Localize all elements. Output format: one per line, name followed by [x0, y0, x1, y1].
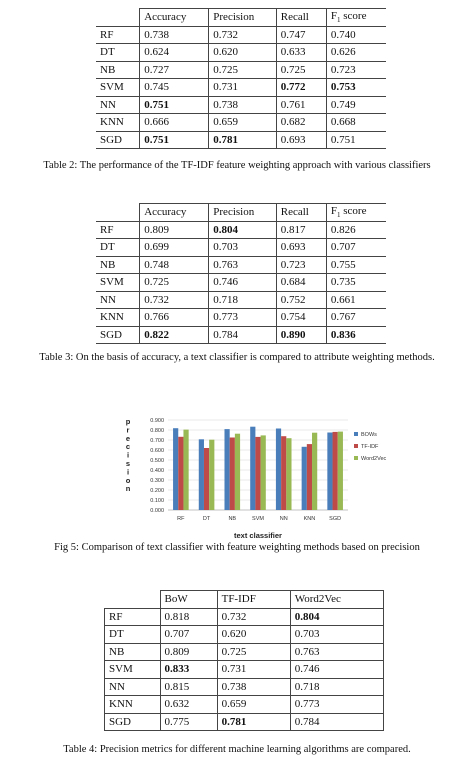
row-label: KNN — [96, 309, 140, 327]
cell: 0.753 — [326, 79, 386, 97]
table-header-row — [96, 9, 386, 27]
cell: 0.781 — [209, 131, 276, 149]
cell: 0.699 — [140, 239, 209, 257]
cell: 0.815 — [160, 678, 217, 696]
bar-DT-TF-IDF — [204, 448, 209, 510]
y-axis-label-char: o — [125, 475, 131, 485]
bar-RF-BOWs — [173, 428, 178, 510]
table-row — [96, 26, 386, 44]
row-label: DT — [96, 239, 140, 257]
header-cell: $F_1$ score — [326, 204, 386, 222]
cell: 0.747 — [276, 26, 326, 44]
cell: 0.731 — [209, 79, 276, 97]
y-axis-label — [126, 417, 131, 493]
cell: 0.661 — [326, 291, 386, 309]
bar-SVM-Word2Vec — [261, 435, 266, 510]
bar-DT-BOWs — [199, 439, 204, 510]
header-cell: Recall — [276, 9, 326, 27]
bar-NB-TF-IDF — [230, 438, 235, 511]
bar-KNN-Word2Vec — [312, 433, 317, 510]
cell: 0.659 — [209, 114, 276, 132]
header-cell: TF-IDF — [217, 591, 290, 609]
cell: 0.703 — [290, 626, 383, 644]
cell: 0.738 — [217, 678, 290, 696]
y-axis-label-char: n — [125, 484, 131, 494]
table-row — [96, 131, 386, 149]
cell: 0.746 — [290, 661, 383, 679]
cell: 0.784 — [209, 326, 276, 344]
table-2 — [96, 8, 386, 149]
table-row — [96, 96, 386, 114]
table-row — [96, 326, 386, 344]
table-row — [105, 661, 384, 679]
cell: 0.682 — [276, 114, 326, 132]
legend-swatch-TF-IDF — [354, 444, 358, 448]
cell: 0.735 — [326, 274, 386, 292]
table-row — [105, 626, 384, 644]
cell: 0.822 — [140, 326, 209, 344]
bar-SGD-Word2Vec — [338, 432, 343, 510]
x-tick-label: SGD — [329, 516, 342, 522]
cell: 0.633 — [276, 44, 326, 62]
cell: 0.748 — [140, 256, 209, 274]
cell: 0.707 — [160, 626, 217, 644]
cell: 0.752 — [276, 291, 326, 309]
legend-label: Word2Vec — [361, 456, 387, 462]
x-tick-label: DT — [202, 516, 211, 522]
table-row — [96, 256, 386, 274]
cell: 0.751 — [140, 131, 209, 149]
header-cell — [105, 591, 161, 609]
cell: 0.725 — [209, 61, 276, 79]
legend-swatch-Word2Vec — [354, 456, 358, 460]
cell: 0.723 — [276, 256, 326, 274]
y-tick-label: 0.300 — [150, 478, 164, 484]
row-label: DT — [105, 626, 161, 644]
table-row — [105, 608, 384, 626]
cell: 0.684 — [276, 274, 326, 292]
cell: 0.624 — [140, 44, 209, 62]
bar-RF-Word2Vec — [183, 430, 188, 510]
table-row — [96, 79, 386, 97]
cell: 0.773 — [209, 309, 276, 327]
bar-SGD-BOWs — [327, 433, 332, 511]
row-label: SVM — [105, 661, 161, 679]
y-tick-label: 0.900 — [150, 418, 164, 424]
figure-5-caption: Fig 5: Comparison of text classifier with feature weighting methods based on precision — [54, 542, 420, 553]
y-axis-label-char: r — [126, 425, 130, 435]
cell: 0.738 — [209, 96, 276, 114]
cell: 0.763 — [209, 256, 276, 274]
legend-swatch-BOWs — [354, 432, 358, 436]
row-label: NN — [96, 291, 140, 309]
x-tick-label: KNN — [303, 516, 316, 522]
row-label: SVM — [96, 274, 140, 292]
row-label: KNN — [96, 114, 140, 132]
cell: 0.818 — [160, 608, 217, 626]
bar-NN-TF-IDF — [281, 436, 286, 510]
cell: 0.732 — [217, 608, 290, 626]
y-tick-label: 0.800 — [150, 428, 164, 434]
table-header-row — [105, 591, 384, 609]
cell: 0.766 — [140, 309, 209, 327]
row-label: RF — [96, 26, 140, 44]
cell: 0.836 — [326, 326, 386, 344]
bar-SVM-BOWs — [250, 427, 255, 510]
cell: 0.751 — [140, 96, 209, 114]
cell: 0.723 — [326, 61, 386, 79]
cell: 0.659 — [217, 696, 290, 714]
table-row — [96, 44, 386, 62]
x-tick-label: NN — [279, 516, 288, 522]
cell: 0.718 — [209, 291, 276, 309]
y-axis-label-char: s — [125, 459, 131, 468]
x-tick-label: NB — [228, 516, 237, 522]
cell: 0.772 — [276, 79, 326, 97]
y-axis-label-char: i — [126, 450, 130, 460]
cell: 0.745 — [140, 79, 209, 97]
header-cell — [96, 204, 140, 222]
x-axis-label: text classifier — [234, 531, 282, 540]
row-label: NN — [105, 678, 161, 696]
y-axis-label-char: i — [126, 467, 130, 477]
table-row — [96, 221, 386, 239]
cell: 0.707 — [326, 239, 386, 257]
table-header-row — [96, 204, 386, 222]
cell: 0.725 — [217, 643, 290, 661]
table-3 — [96, 203, 386, 344]
cell: 0.727 — [140, 61, 209, 79]
cell: 0.804 — [290, 608, 383, 626]
table-2-caption: Table 2: The performance of the TF-IDF feature weighting approach with various classifiers — [43, 160, 431, 171]
row-label: SGD — [96, 326, 140, 344]
cell: 0.781 — [217, 713, 290, 731]
cell: 0.693 — [276, 239, 326, 257]
y-tick-label: 0.200 — [150, 488, 164, 494]
y-axis-label-char: c — [125, 442, 131, 452]
cell: 0.725 — [140, 274, 209, 292]
y-tick-label: 0.700 — [150, 438, 164, 444]
bar-RF-TF-IDF — [178, 437, 183, 510]
cell: 0.732 — [209, 26, 276, 44]
row-label: SVM — [96, 79, 140, 97]
header-cell: $F_1$ score — [326, 9, 386, 27]
chart-legend — [354, 432, 387, 462]
cell: 0.817 — [276, 221, 326, 239]
cell: 0.749 — [326, 96, 386, 114]
y-tick-label: 0.600 — [150, 448, 164, 454]
cell: 0.626 — [326, 44, 386, 62]
legend-label: TF-IDF — [361, 444, 379, 450]
cell: 0.755 — [326, 256, 386, 274]
bar-NB-BOWs — [224, 429, 229, 510]
y-axis-label-char: p — [125, 417, 131, 426]
row-label: RF — [96, 221, 140, 239]
bar-NN-Word2Vec — [286, 438, 291, 510]
table-row — [96, 309, 386, 327]
table-4 — [104, 590, 384, 731]
cell: 0.620 — [217, 626, 290, 644]
cell: 0.784 — [290, 713, 383, 731]
cell: 0.809 — [160, 643, 217, 661]
header-cell: Accuracy — [140, 204, 209, 222]
y-tick-label: 0.100 — [150, 498, 164, 504]
cell: 0.754 — [276, 309, 326, 327]
row-label: SGD — [105, 713, 161, 731]
header-cell: Word2Vec — [290, 591, 383, 609]
cell: 0.668 — [326, 114, 386, 132]
y-tick-label: 0.500 — [150, 458, 164, 464]
header-cell: BoW — [160, 591, 217, 609]
cell: 0.804 — [209, 221, 276, 239]
row-label: RF — [105, 608, 161, 626]
x-tick-label: RF — [177, 516, 185, 522]
header-cell — [96, 9, 140, 27]
cell: 0.751 — [326, 131, 386, 149]
bar-NN-BOWs — [276, 429, 281, 511]
row-label: DT — [96, 44, 140, 62]
y-tick-labels — [150, 418, 164, 514]
table-row — [105, 713, 384, 731]
cell: 0.732 — [140, 291, 209, 309]
y-axis-label-char: e — [125, 433, 131, 443]
cell: 0.833 — [160, 661, 217, 679]
header-cell: Precision — [209, 204, 276, 222]
legend-label: BOWs — [361, 432, 377, 438]
bar-SVM-TF-IDF — [255, 437, 260, 510]
table-row — [96, 291, 386, 309]
table-row — [96, 61, 386, 79]
cell: 0.738 — [140, 26, 209, 44]
cell: 0.767 — [326, 309, 386, 327]
cell: 0.773 — [290, 696, 383, 714]
y-tick-label: 0.400 — [150, 468, 164, 474]
cell: 0.890 — [276, 326, 326, 344]
x-tick-label: SVM — [252, 516, 264, 522]
x-tick-labels — [177, 516, 341, 522]
cell: 0.740 — [326, 26, 386, 44]
bar-KNN-TF-IDF — [307, 444, 312, 510]
header-cell: Precision — [209, 9, 276, 27]
row-label: NB — [105, 643, 161, 661]
row-label: SGD — [96, 131, 140, 149]
cell: 0.826 — [326, 221, 386, 239]
header-cell: Recall — [276, 204, 326, 222]
row-label: NB — [96, 61, 140, 79]
cell: 0.775 — [160, 713, 217, 731]
cell: 0.693 — [276, 131, 326, 149]
row-label: NN — [96, 96, 140, 114]
table-3-caption: Table 3: On the basis of accuracy, a text classifier is compared to attribute weighting methods. — [39, 352, 435, 363]
bar-SGD-TF-IDF — [333, 432, 338, 510]
cell: 0.725 — [276, 61, 326, 79]
cell: 0.746 — [209, 274, 276, 292]
cell: 0.620 — [209, 44, 276, 62]
row-label: NB — [96, 256, 140, 274]
cell: 0.666 — [140, 114, 209, 132]
row-label: KNN — [105, 696, 161, 714]
cell: 0.632 — [160, 696, 217, 714]
table-row — [96, 114, 386, 132]
y-tick-label: 0.000 — [150, 508, 164, 514]
chart-bars — [173, 427, 343, 510]
cell: 0.809 — [140, 221, 209, 239]
cell: 0.703 — [209, 239, 276, 257]
table-row — [105, 643, 384, 661]
cell: 0.731 — [217, 661, 290, 679]
bar-DT-Word2Vec — [209, 440, 214, 510]
header-cell: Accuracy — [140, 9, 209, 27]
table-row — [105, 678, 384, 696]
table-row — [96, 239, 386, 257]
bar-KNN-BOWs — [302, 447, 307, 510]
table-4-caption: Table 4: Precision metrics for different machine learning algorithms are compared. — [63, 744, 411, 755]
cell: 0.718 — [290, 678, 383, 696]
bar-NB-Word2Vec — [235, 434, 240, 510]
table-row — [96, 274, 386, 292]
cell: 0.761 — [276, 96, 326, 114]
table-row — [105, 696, 384, 714]
precision-bar-chart — [120, 414, 390, 540]
cell: 0.763 — [290, 643, 383, 661]
